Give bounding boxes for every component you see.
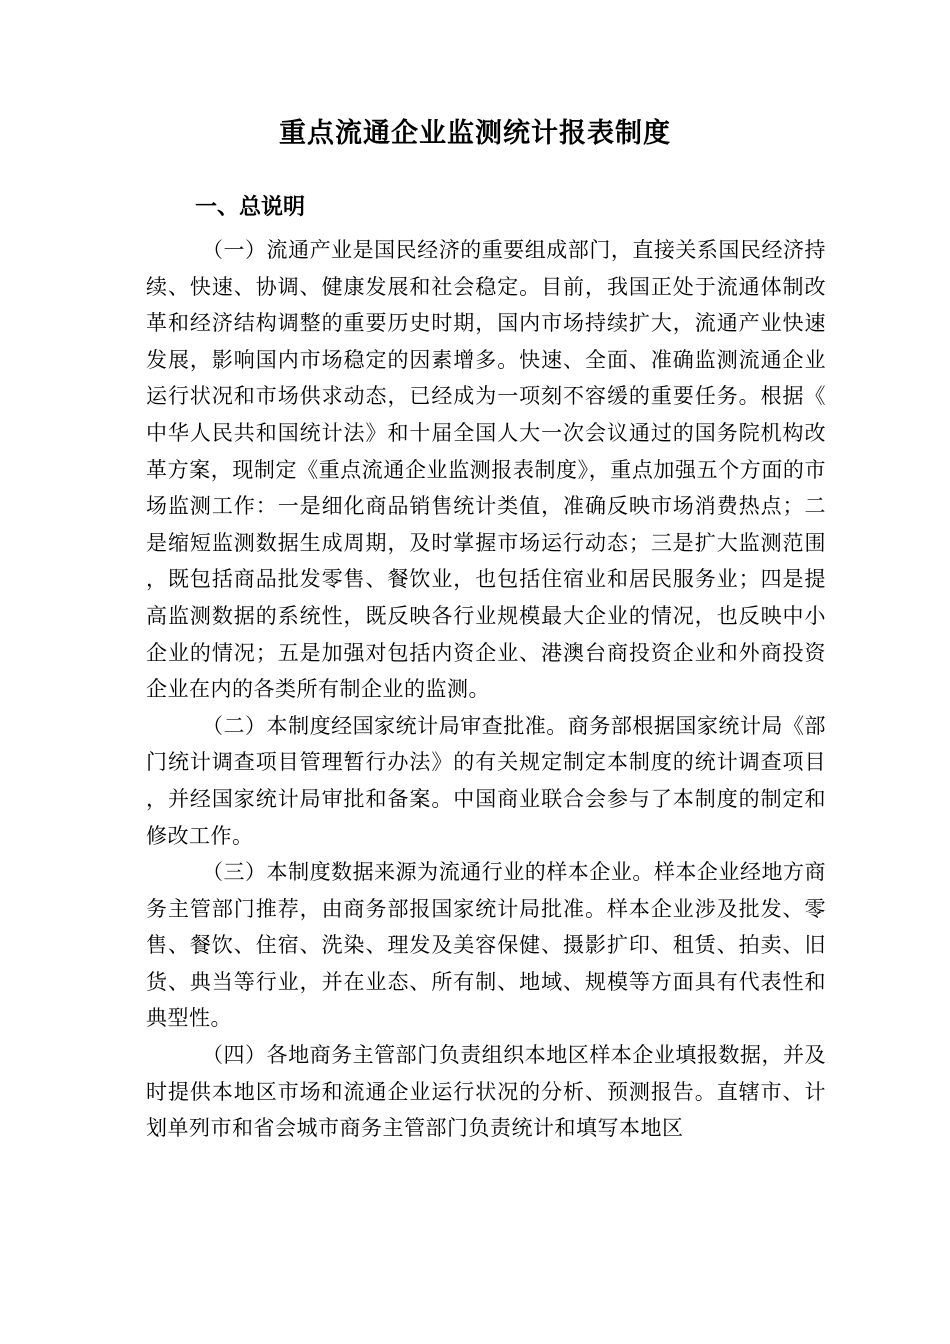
paragraph-1: （一）流通产业是国民经济的重要组成部门，直接关系国民经济持续、快速、协调、健康发展和社会稳定。目前，我国正处于流通体制改革和经济结构调整的重要历史时期，国内市场持续扩大，流通产业快速发展，影响国内市场稳定的因素增多。快速、全面、准确监测流通企业运行状况和市场供求动态，已经成为一项刻不容缓的重要任务。根据《中华人民共和国统计法》和十届全国人大一次会议通过的国务院机构改革方案，现制定《重点流通企业监测报表制度》，重点加强五个方面的市场监测工作：一是细化商品销售统计类值，准确反映市场消费热点；二是缩短监测数据生成周期，及时掌握市场运行动态；三是扩大监测范围，既包括商品批发零售、餐饮业，也包括住宿业和居民服务业；四是提高监测数据的系统性，既反映各行业规模最大企业的情况，也反映中小企业的情况；五是加强对包括内资企业、港澳台商投资企业和外商投资企业在内的各类所有制企业的监测。 xyxy=(146,238,826,702)
paragraph-3: （三）本制度数据来源为流通行业的样本企业。样本企业经地方商务主管部门推荐，由商务部报国家统计局批准。样本企业涉及批发、零售、餐饮、住宿、洗染、理发及美容保健、摄影扩印、租赁、拍卖、旧货、典当等行业，并在业态、所有制、地域、规模等方面具有代表性和典型性。 xyxy=(146,860,826,1031)
document-body xyxy=(146,232,826,1147)
document-title: 重点流通企业监测统计报表制度 xyxy=(279,118,671,149)
paragraph-2: （二）本制度经国家统计局审查批准。商务部根据国家统计局《部门统计调查项目管理暂行办法》的有关规定制定本制度的统计调查项目，并经国家统计局审批和备案。中国商业联合会参与了本制度的制定和修改工作。 xyxy=(146,713,826,848)
paragraph-4: （四）各地商务主管部门负责组织本地区样本企业填报数据，并及时提供本地区市场和流通企业运行状况的分析、预测报告。直辖市、计划单列市和省会城市商务主管部门负责统计和填写本地区 xyxy=(146,1043,826,1141)
section-heading: 一、总说明 xyxy=(195,195,306,220)
